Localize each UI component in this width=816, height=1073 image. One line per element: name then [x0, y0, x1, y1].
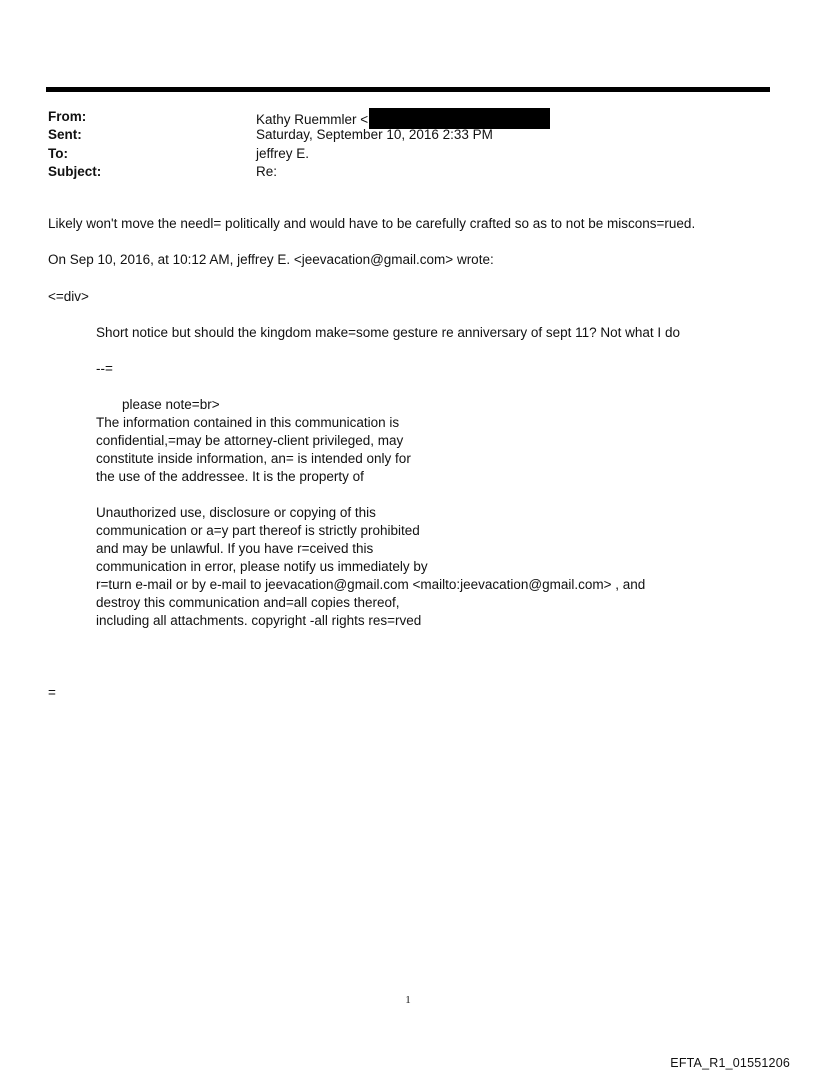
disclaimer-line: confidential,=may be attorney-client privileged, may [96, 433, 404, 448]
note-line: please note=br> [122, 397, 220, 412]
quoted-message: Short notice but should the kingdom make=some gesture re anniversary of sept 11? Not what I do [96, 325, 680, 340]
disclaimer-line: The information contained in this communication is [96, 415, 400, 430]
from-value [256, 108, 550, 129]
quote-intro: On Sep 10, 2016, at 10:12 AM, jeffrey E. <jeevacation@gmail.com> wrote: [48, 252, 494, 267]
separator-text: --= [96, 361, 113, 376]
sent-value: Saturday, September 10, 2016 2:33 PM [256, 127, 493, 142]
page-number: 1 [405, 994, 411, 1006]
disclaimer-line: constitute inside information, an= is intended only for [96, 451, 411, 466]
disclaimer-line: r=turn e-mail or by e-mail to jeevacation@gmail.com <mailto:jeevacation@gmail.com> , and [96, 577, 646, 592]
bates-number: EFTA_R1_01551206 [670, 1056, 790, 1070]
header-divider [46, 87, 770, 92]
disclaimer-line: including all attachments. copyright -all rights res=rved [96, 613, 422, 628]
disclaimer-line: and may be unlawful. If you have r=ceived this [96, 541, 374, 556]
sender-name: Kathy Ruemmler < [256, 112, 369, 127]
disclaimer-line: Unauthorized use, disclosure or copying of this [96, 505, 376, 520]
redaction-box [369, 108, 550, 129]
header-sent-row [48, 126, 493, 144]
div-tag-text: <=div> [48, 289, 89, 304]
to-value: jeffrey E. [256, 146, 310, 161]
disclaimer-line: communication in error, please notify us immediately by [96, 559, 428, 574]
disclaimer-line: the use of the addressee. It is the property of [96, 469, 364, 484]
subject-label: Subject: [48, 164, 102, 179]
from-label: From: [48, 109, 87, 124]
subject-value: Re: [256, 164, 278, 179]
reply-text: Likely won't move the needl= politically and would have to be carefully crafted so as to not be miscons=rued. [48, 216, 696, 231]
sent-label: Sent: [48, 127, 82, 142]
trailing-equals: = [48, 685, 56, 700]
disclaimer-line: destroy this communication and=all copies thereof, [96, 595, 400, 610]
disclaimer-line: communication or a=y part thereof is strictly prohibited [96, 523, 420, 538]
to-label: To: [48, 146, 68, 161]
